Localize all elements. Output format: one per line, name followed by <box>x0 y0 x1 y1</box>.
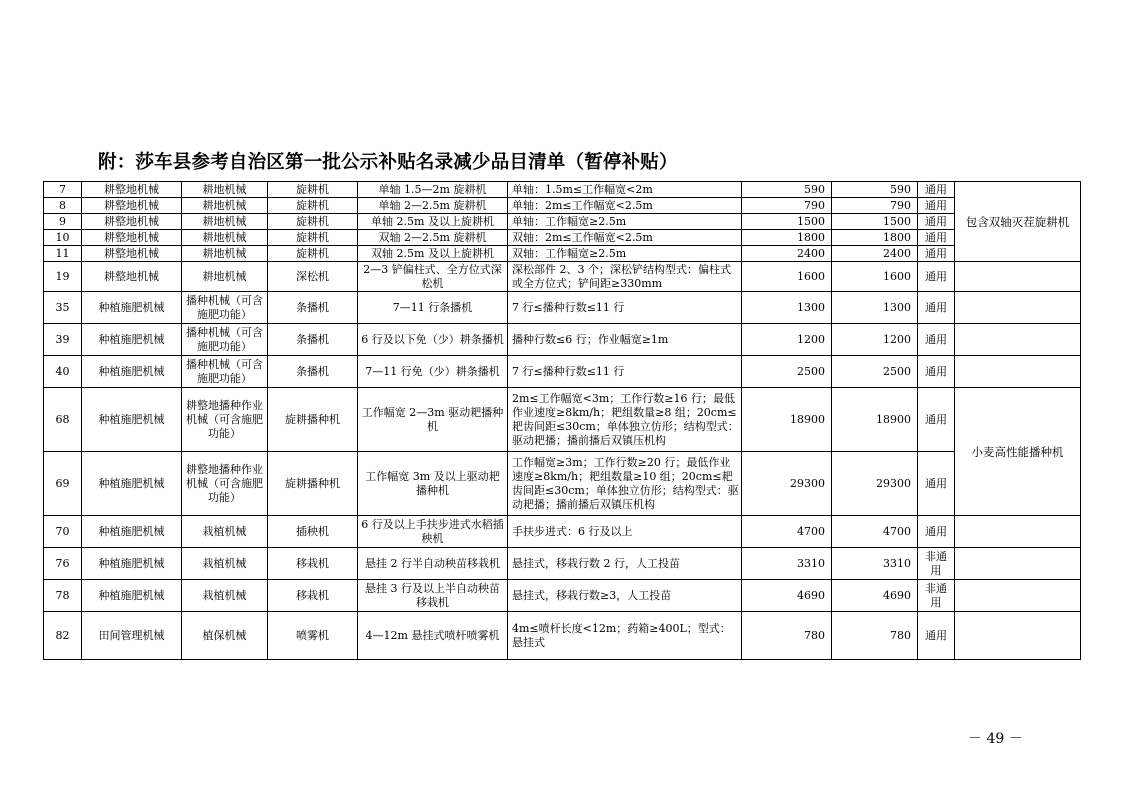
note-empty <box>955 612 1081 660</box>
cell-price1: 2500 <box>742 356 832 388</box>
page-title: 附：莎车县参考自治区第一批公示补贴名录减少品目清单（暂停补贴） <box>98 152 678 173</box>
cell-scope: 通用 <box>918 230 955 246</box>
cell-param: 工作幅宽≥3m；工作行数≥20 行；最低作业速度≥8km/h；耙组数量≥10 组；20cm≤耙齿间距≤30cm；单体独立仿形；结构型式：驱动耙播；播前播后双镇压机构 <box>508 452 742 516</box>
cell-big: 种植施肥机械 <box>82 580 182 612</box>
table-row <box>44 182 1081 198</box>
cell-big: 种植施肥机械 <box>82 452 182 516</box>
cell-no: 10 <box>44 230 82 246</box>
cell-price1: 780 <box>742 612 832 660</box>
note-empty <box>955 548 1081 580</box>
cell-param: 双轴：2m≤工作幅宽<2.5m <box>508 230 742 246</box>
cell-small: 播种机械（可含施肥功能） <box>182 356 268 388</box>
cell-price2: 1300 <box>832 292 918 324</box>
note-empty <box>955 292 1081 324</box>
cell-no: 9 <box>44 214 82 230</box>
cell-small: 植保机械 <box>182 612 268 660</box>
cell-small: 耕地机械 <box>182 262 268 292</box>
table-row <box>44 292 1081 324</box>
cell-grade: 单轴 2—2.5m 旋耕机 <box>358 198 508 214</box>
cell-scope: 通用 <box>918 388 955 452</box>
cell-grade: 工作幅宽 2—3m 驱动耙播种机 <box>358 388 508 452</box>
cell-param: 单轴：工作幅宽≥2.5m <box>508 214 742 230</box>
cell-param: 7 行≤播种行数≤11 行 <box>508 292 742 324</box>
cell-grade: 6 行及以上手扶步进式水稻插秧机 <box>358 516 508 548</box>
cell-no: 39 <box>44 324 82 356</box>
cell-param: 双轴：工作幅宽≥2.5m <box>508 246 742 262</box>
cell-price1: 1800 <box>742 230 832 246</box>
cell-big: 耕整地机械 <box>82 214 182 230</box>
cell-scope: 通用 <box>918 292 955 324</box>
table-row <box>44 262 1081 292</box>
cell-item: 旋耕机 <box>268 246 358 262</box>
cell-scope: 通用 <box>918 198 955 214</box>
page-number: － 49 － <box>968 731 1023 747</box>
cell-price2: 790 <box>832 198 918 214</box>
cell-price2: 2500 <box>832 356 918 388</box>
cell-big: 耕整地机械 <box>82 230 182 246</box>
cell-param: 2m≤工作幅宽<3m；工作行数≥16 行；最低作业速度≥8km/h；耙组数量≥8 组；20cm≤耙齿间距≤30cm；单体独立仿形；结构型式：驱动耙播；播前播后双镇压机构 <box>508 388 742 452</box>
cell-no: 19 <box>44 262 82 292</box>
note-empty <box>955 324 1081 356</box>
table-row <box>44 324 1081 356</box>
cell-grade: 7—11 行条播机 <box>358 292 508 324</box>
cell-small: 耕地机械 <box>182 214 268 230</box>
cell-price2: 780 <box>832 612 918 660</box>
cell-big: 种植施肥机械 <box>82 356 182 388</box>
note-empty <box>955 580 1081 612</box>
cell-big: 种植施肥机械 <box>82 292 182 324</box>
cell-small: 耕地机械 <box>182 182 268 198</box>
cell-small: 栽植机械 <box>182 580 268 612</box>
cell-big: 田间管理机械 <box>82 612 182 660</box>
cell-price2: 4700 <box>832 516 918 548</box>
cell-small: 播种机械（可含施肥功能） <box>182 324 268 356</box>
cell-no: 11 <box>44 246 82 262</box>
cell-item: 旋耕机 <box>268 214 358 230</box>
cell-price1: 1300 <box>742 292 832 324</box>
cell-no: 69 <box>44 452 82 516</box>
cell-big: 耕整地机械 <box>82 262 182 292</box>
cell-param: 单轴：1.5m≤工作幅宽<2m <box>508 182 742 198</box>
cell-small: 耕整地播种作业机械（可含施肥功能） <box>182 452 268 516</box>
cell-small: 耕整地播种作业机械（可含施肥功能） <box>182 388 268 452</box>
cell-price1: 790 <box>742 198 832 214</box>
cell-item: 旋耕机 <box>268 230 358 246</box>
cell-grade: 悬挂 3 行及以上半自动秧苗移栽机 <box>358 580 508 612</box>
cell-grade: 7—11 行免（少）耕条播机 <box>358 356 508 388</box>
table-row <box>44 516 1081 548</box>
cell-no: 76 <box>44 548 82 580</box>
cell-item: 移栽机 <box>268 580 358 612</box>
cell-param: 深松部件 2、3 个；深松铲结构型式：偏柱式或全方位式；铲间距≥330mm <box>508 262 742 292</box>
cell-grade: 工作幅宽 3m 及以上驱动耙播种机 <box>358 452 508 516</box>
cell-price2: 18900 <box>832 388 918 452</box>
cell-item: 旋耕播种机 <box>268 452 358 516</box>
cell-no: 70 <box>44 516 82 548</box>
cell-grade: 双轴 2—2.5m 旋耕机 <box>358 230 508 246</box>
cell-small: 耕地机械 <box>182 230 268 246</box>
cell-item: 深松机 <box>268 262 358 292</box>
cell-no: 35 <box>44 292 82 324</box>
cell-price1: 18900 <box>742 388 832 452</box>
cell-param: 播种行数≤6 行；作业幅宽≥1m <box>508 324 742 356</box>
cell-param: 单轴：2m≤工作幅宽<2.5m <box>508 198 742 214</box>
note-empty <box>955 262 1081 292</box>
cell-scope: 通用 <box>918 262 955 292</box>
cell-scope: 通用 <box>918 516 955 548</box>
cell-param: 悬挂式，移栽行数 2 行，人工投苗 <box>508 548 742 580</box>
note-wheat: 小麦高性能播种机 <box>955 388 1081 516</box>
cell-price1: 4700 <box>742 516 832 548</box>
cell-item: 移栽机 <box>268 548 358 580</box>
cell-price1: 29300 <box>742 452 832 516</box>
cell-big: 种植施肥机械 <box>82 324 182 356</box>
table-row <box>44 612 1081 660</box>
cell-no: 78 <box>44 580 82 612</box>
cell-item: 旋耕机 <box>268 198 358 214</box>
cell-price1: 2400 <box>742 246 832 262</box>
cell-scope: 非通用 <box>918 548 955 580</box>
cell-item: 条播机 <box>268 292 358 324</box>
table-row <box>44 452 1081 516</box>
cell-scope: 通用 <box>918 452 955 516</box>
cell-price2: 590 <box>832 182 918 198</box>
table-row <box>44 198 1081 214</box>
cell-no: 82 <box>44 612 82 660</box>
table-row <box>44 246 1081 262</box>
cell-price2: 1200 <box>832 324 918 356</box>
cell-param: 4m≤喷杆长度<12m；药箱≥400L；型式：悬挂式 <box>508 612 742 660</box>
cell-item: 旋耕播种机 <box>268 388 358 452</box>
subsidy-table <box>43 181 1081 660</box>
cell-big: 耕整地机械 <box>82 246 182 262</box>
cell-price1: 3310 <box>742 548 832 580</box>
cell-price1: 1600 <box>742 262 832 292</box>
cell-no: 7 <box>44 182 82 198</box>
cell-scope: 通用 <box>918 182 955 198</box>
cell-item: 条播机 <box>268 324 358 356</box>
table-row <box>44 356 1081 388</box>
table-row <box>44 214 1081 230</box>
cell-small: 栽植机械 <box>182 516 268 548</box>
cell-no: 40 <box>44 356 82 388</box>
cell-price1: 1200 <box>742 324 832 356</box>
table-row <box>44 548 1081 580</box>
cell-scope: 非通用 <box>918 580 955 612</box>
cell-price1: 590 <box>742 182 832 198</box>
cell-price1: 4690 <box>742 580 832 612</box>
table-row <box>44 388 1081 452</box>
cell-param: 7 行≤播种行数≤11 行 <box>508 356 742 388</box>
cell-scope: 通用 <box>918 324 955 356</box>
cell-item: 条播机 <box>268 356 358 388</box>
cell-grade: 6 行及以下免（少）耕条播机 <box>358 324 508 356</box>
cell-grade: 4—12m 悬挂式喷杆喷雾机 <box>358 612 508 660</box>
cell-small: 耕地机械 <box>182 198 268 214</box>
cell-small: 播种机械（可含施肥功能） <box>182 292 268 324</box>
cell-big: 种植施肥机械 <box>82 548 182 580</box>
cell-item: 插秧机 <box>268 516 358 548</box>
cell-big: 耕整地机械 <box>82 198 182 214</box>
cell-scope: 通用 <box>918 214 955 230</box>
cell-price2: 1500 <box>832 214 918 230</box>
cell-param: 悬挂式，移栽行数≥3，人工投苗 <box>508 580 742 612</box>
cell-grade: 单轴 1.5—2m 旋耕机 <box>358 182 508 198</box>
note-rotary: 包含双轴灭茬旋耕机 <box>955 182 1081 262</box>
cell-price2: 2400 <box>832 246 918 262</box>
cell-no: 8 <box>44 198 82 214</box>
cell-grade: 2—3 铲偏柱式、全方位式深松机 <box>358 262 508 292</box>
cell-small: 耕地机械 <box>182 246 268 262</box>
cell-scope: 通用 <box>918 612 955 660</box>
cell-price2: 4690 <box>832 580 918 612</box>
note-empty <box>955 356 1081 388</box>
note-empty <box>955 516 1081 548</box>
cell-price1: 1500 <box>742 214 832 230</box>
cell-item: 喷雾机 <box>268 612 358 660</box>
cell-big: 种植施肥机械 <box>82 388 182 452</box>
cell-param: 手扶步进式：6 行及以上 <box>508 516 742 548</box>
cell-price2: 29300 <box>832 452 918 516</box>
cell-grade: 悬挂 2 行半自动秧苗移栽机 <box>358 548 508 580</box>
cell-big: 耕整地机械 <box>82 182 182 198</box>
cell-grade: 双轴 2.5m 及以上旋耕机 <box>358 246 508 262</box>
cell-price2: 3310 <box>832 548 918 580</box>
cell-big: 种植施肥机械 <box>82 516 182 548</box>
table-row <box>44 580 1081 612</box>
cell-item: 旋耕机 <box>268 182 358 198</box>
cell-grade: 单轴 2.5m 及以上旋耕机 <box>358 214 508 230</box>
cell-scope: 通用 <box>918 246 955 262</box>
table-row <box>44 230 1081 246</box>
cell-no: 68 <box>44 388 82 452</box>
cell-price2: 1600 <box>832 262 918 292</box>
cell-small: 栽植机械 <box>182 548 268 580</box>
cell-scope: 通用 <box>918 356 955 388</box>
cell-price2: 1800 <box>832 230 918 246</box>
